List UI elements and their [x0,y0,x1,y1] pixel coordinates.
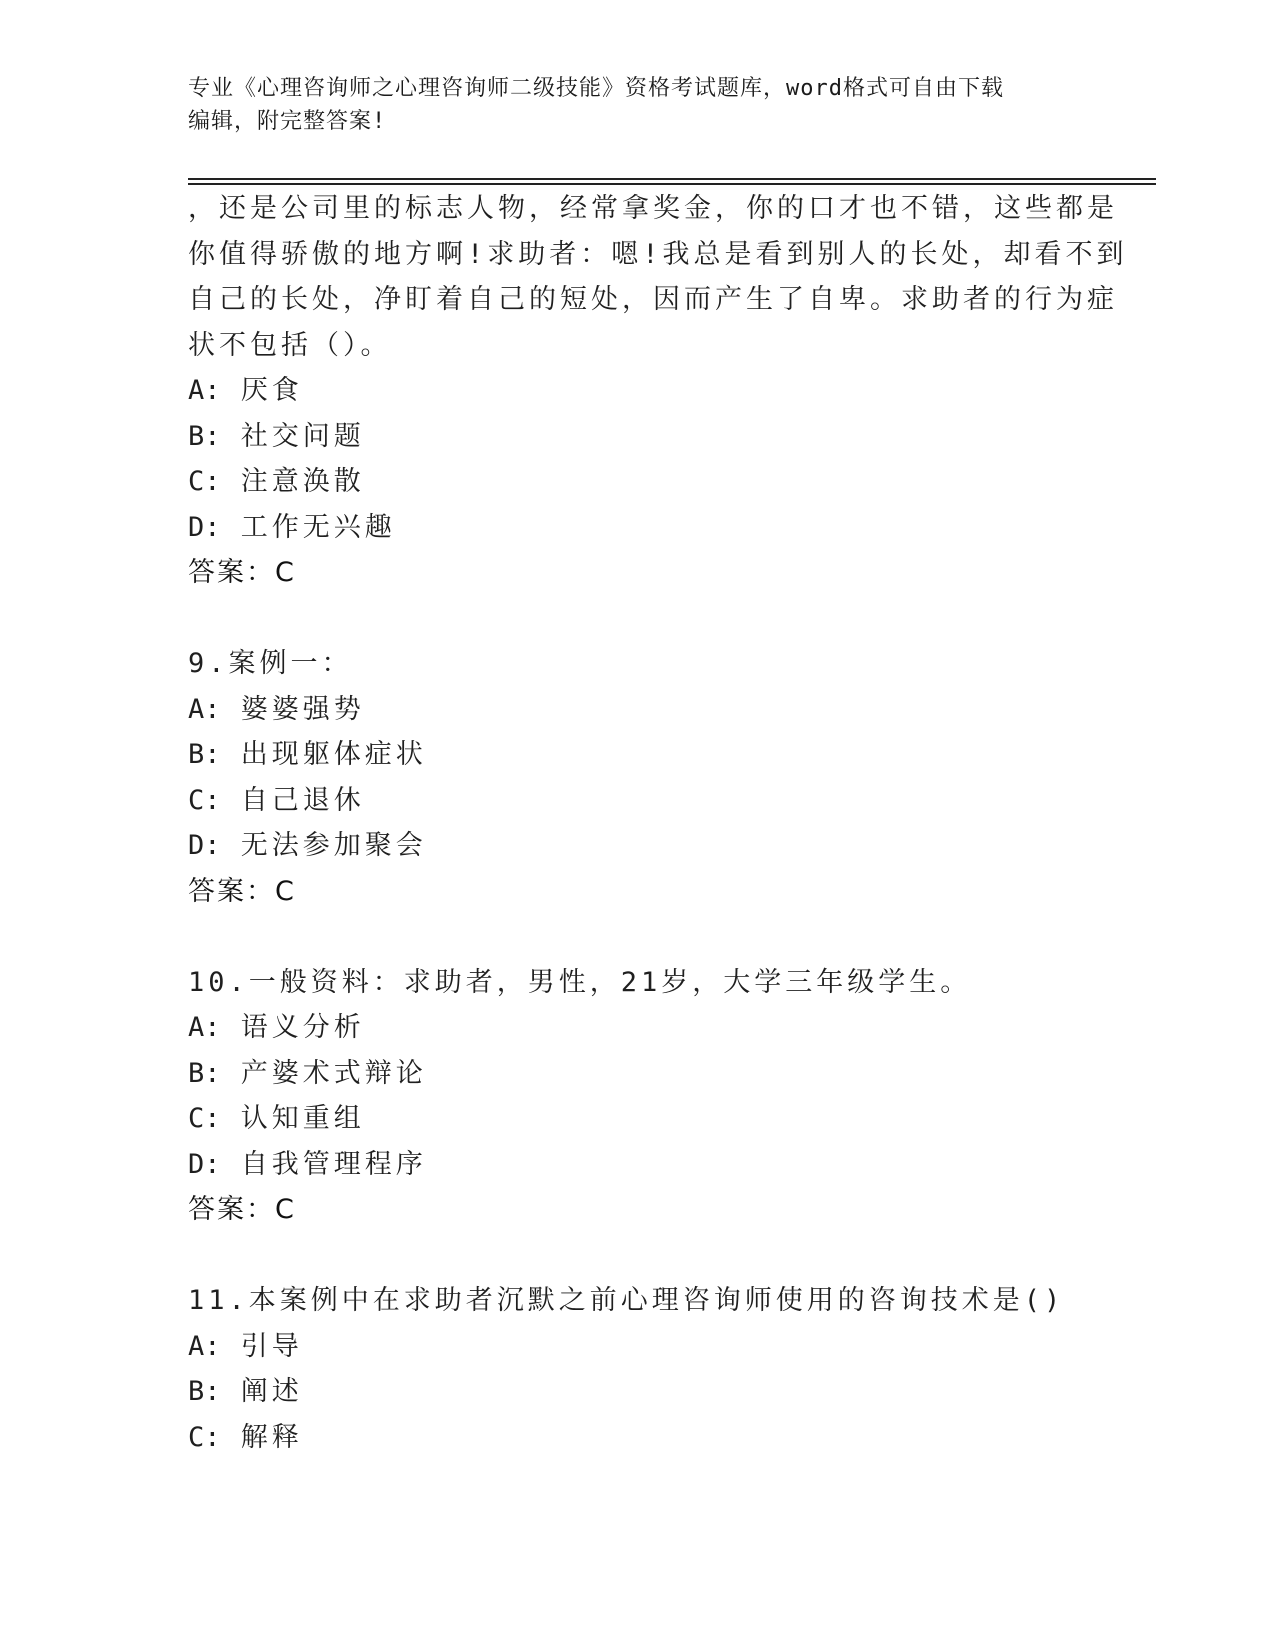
header-line-2: 编辑，附完整答案! [188,109,387,134]
spacer [188,914,1088,960]
option-d: D: 自我管理程序 [188,1148,427,1180]
question-stem: 11.本案例中在求助者沉默之前心理咨询师使用的咨询技术是() [188,1285,1065,1316]
question-9 [188,641,1088,914]
spacer [188,1233,1088,1279]
option-c: C: 认知重组 [188,1103,365,1134]
passage-line: ，还是公司里的标志人物，经常拿奖金，你的口才也不错，这些都是 [188,193,1118,224]
option-d: D: 无法参加聚会 [188,830,427,861]
option-b: B: 社交问题 [188,420,365,452]
answer-line: 答案：C [188,875,296,907]
passage-line: 你值得骄傲的地方啊!求助者：嗯!我总是看到别人的长处，却看不到 [188,238,1128,270]
question-stem: 10.一般资料：求助者，男性，21岁，大学三年级学生。 [188,966,972,998]
answer-line: 答案：C [188,1194,296,1225]
option-a: A: 引导 [188,1330,303,1362]
option-a: A: 厌食 [188,375,303,406]
option-c: C: 自己退休 [188,784,365,816]
passage-line: 自己的长处，净盯着自己的短处，因而产生了自卑。求助者的行为症 [188,284,1118,315]
option-d: D: 工作无兴趣 [188,511,396,543]
question-11 [188,1278,1088,1460]
question-content [188,186,1128,1460]
document-header [188,72,1068,138]
option-b: B: 产婆术式辩论 [188,1057,427,1089]
header-line-1: 专业《心理咨询师之心理咨询师二级技能》资格考试题库，word格式可自由下载 [188,76,1004,101]
header-rule-bottom [188,183,1156,185]
passage-line: 状不包括（）。 [188,329,392,361]
header-rule-top [188,178,1156,180]
question-10 [188,960,1088,1233]
answer-line: 答案：C [188,557,296,588]
option-c: C: 注意涣散 [188,466,365,497]
spacer [188,596,1088,642]
option-c: C: 解释 [188,1421,303,1453]
option-a: A: 语义分析 [188,1012,365,1043]
option-b: B: 阐述 [188,1376,303,1407]
option-b: B: 出现躯体症状 [188,739,427,770]
question-8 [188,186,1128,596]
option-a: A: 婆婆强势 [188,693,365,725]
question-stem: 9.案例一： [188,648,353,679]
